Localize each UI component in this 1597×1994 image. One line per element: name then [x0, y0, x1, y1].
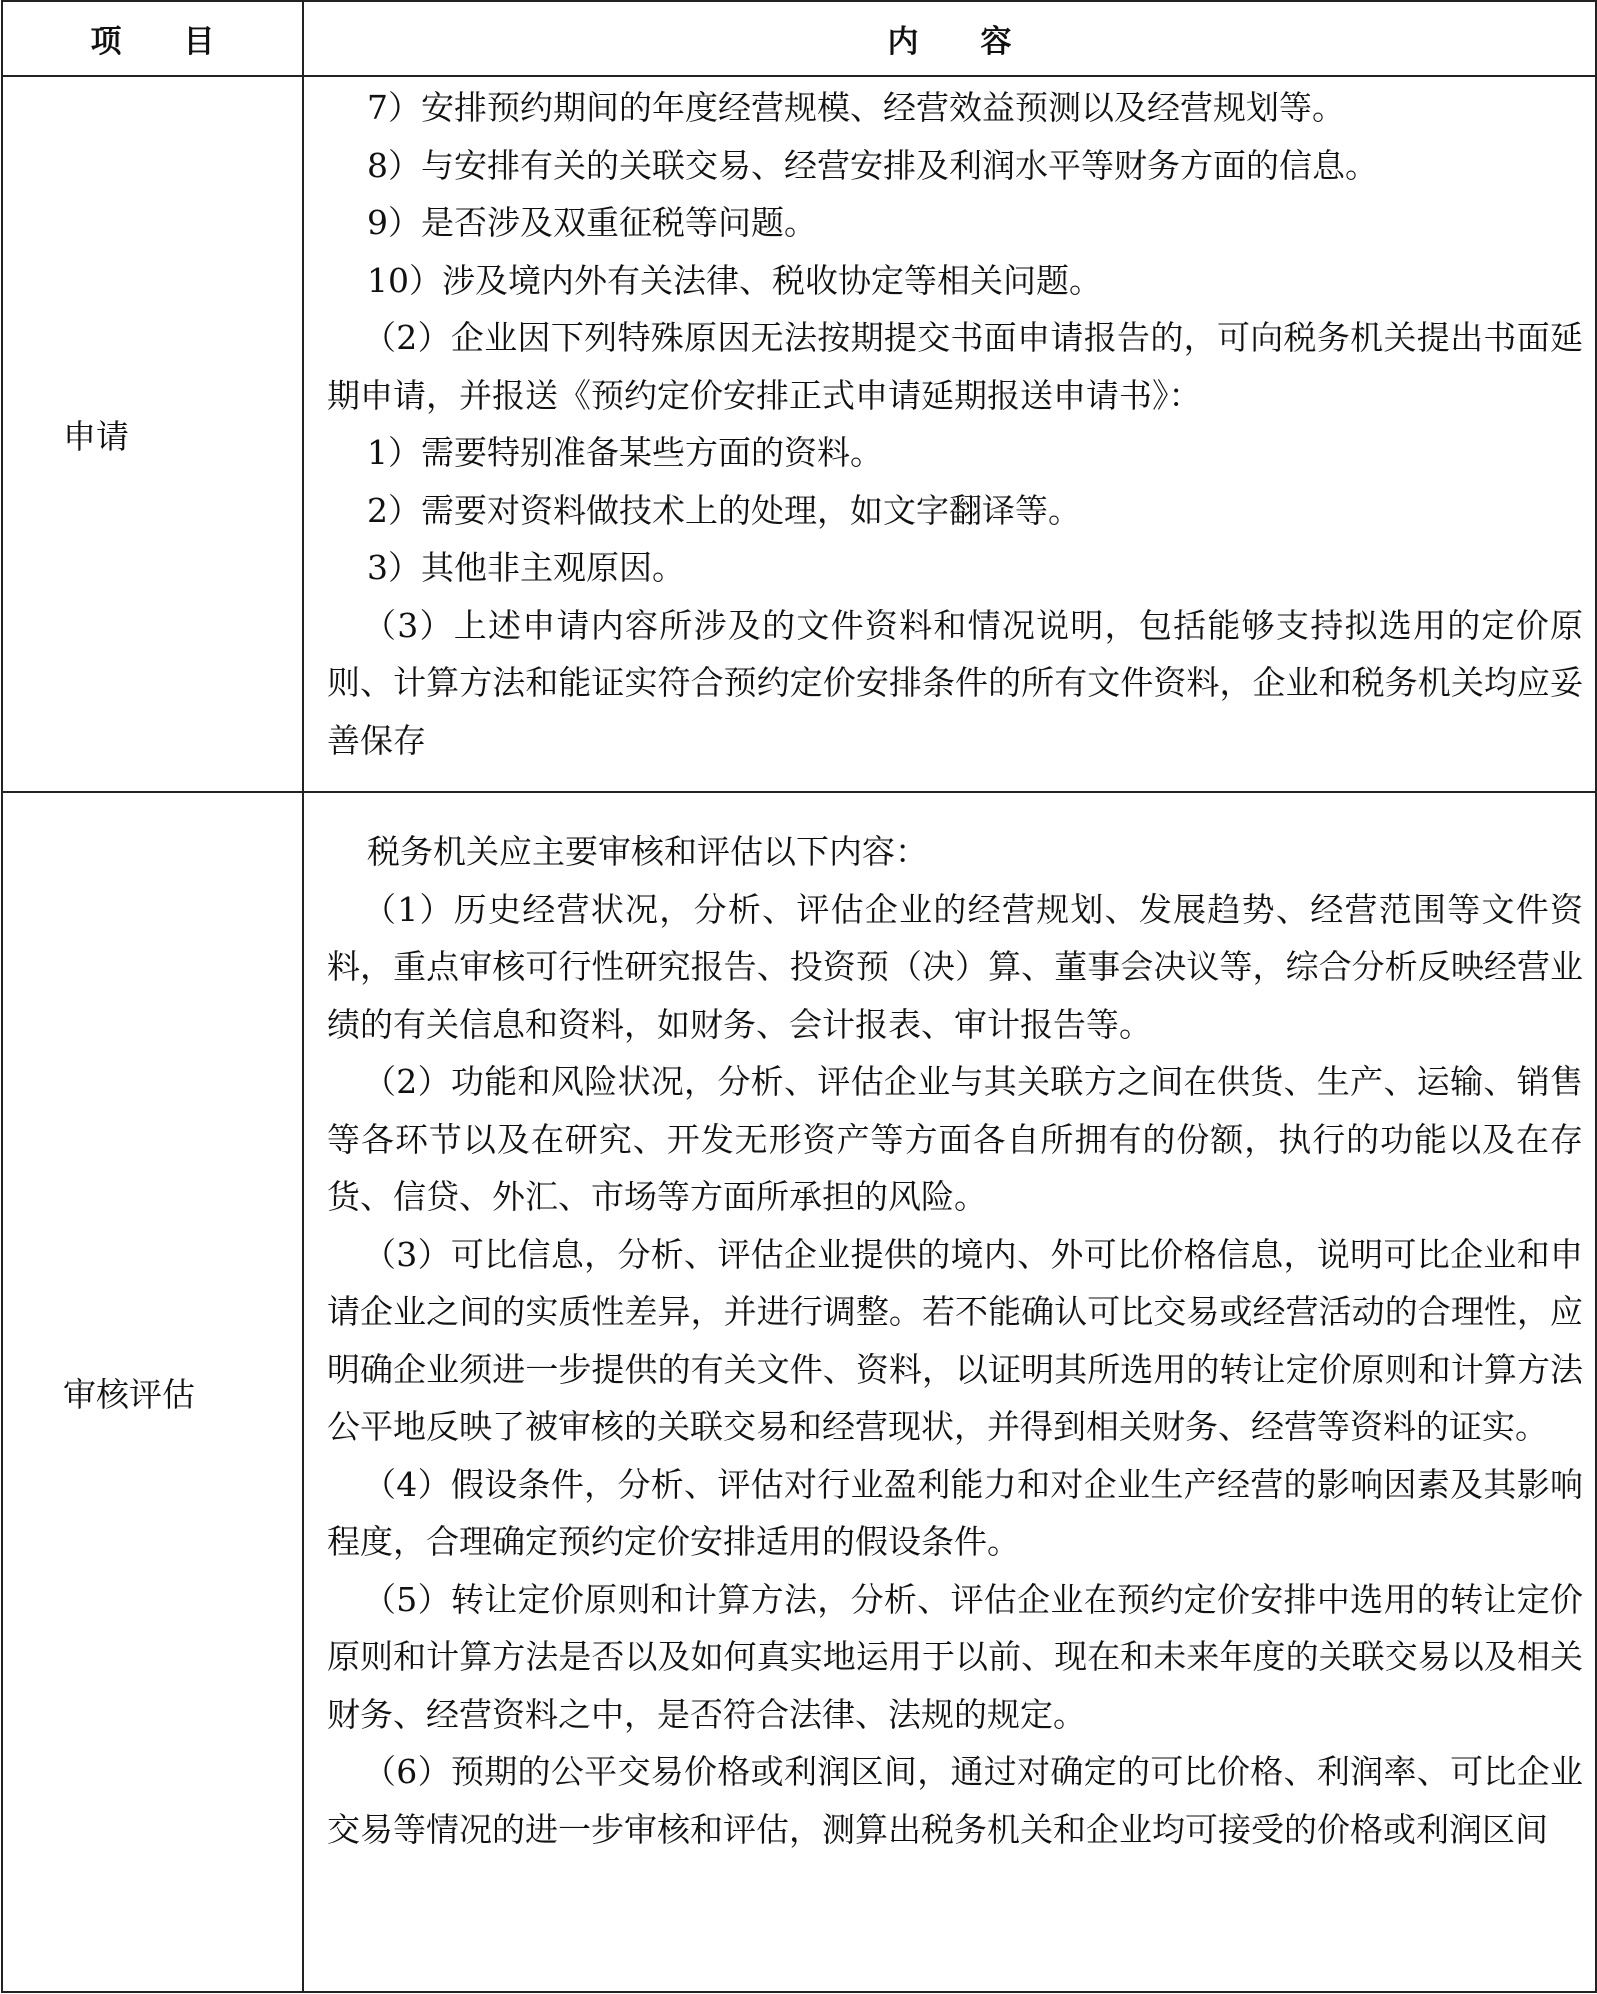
row-content-review	[303, 792, 1596, 1992]
paragraph: （3）可比信息，分析、评估企业提供的境内、外可比价格信息，说明可比企业和申请企业之间的实质性差异，并进行调整。若不能确认可比交易或经营活动的合理性，应明确企业须进一步提供的有关文件、资料，以证明其所选用的转让定价原则和计算方法公平地反映了被审核的关联交易和经营现状，并得到相关财务、经营等资料的证实。	[327, 1234, 1583, 1446]
row-label-application: 申请	[2, 76, 303, 792]
row-content-application	[303, 76, 1596, 792]
paragraph: （2）企业因下列特殊原因无法按期提交书面申请报告的，可向税务机关提出书面延期申请，并报送《预约定价安排正式申请延期报送申请书》：	[327, 318, 1583, 415]
header-item: 项 目	[2, 1, 303, 76]
paragraph: （4）假设条件，分析、评估对行业盈利能力和对企业生产经营的影响因素及其影响程度，合理确定预约定价安排适用的假设条件。	[327, 1464, 1583, 1561]
document-table	[1, 0, 1597, 1993]
paragraph: （5）转让定价原则和计算方法，分析、评估企业在预约定价安排中选用的转让定价原则和计算方法是否以及如何真实地运用于以前、现在和未来年度的关联交易以及相关财务、经营资料之中，是否符合法律、法规的规定。	[327, 1579, 1583, 1734]
paragraph: 2）需要对资料做技术上的处理，如文字翻译等。	[367, 490, 1081, 530]
table-header-row	[2, 1, 1596, 76]
paragraph: （3）上述申请内容所涉及的文件资料和情况说明，包括能够支持拟选用的定价原则、计算方法和能证实符合预约定价安排条件的所有文件资料，企业和税务机关均应妥善保存	[327, 605, 1583, 760]
row-label-review: 审核评估	[2, 792, 303, 1992]
paragraph: （2）功能和风险状况，分析、评估企业与其关联方之间在供货、生产、运输、销售等各环节以及在研究、开发无形资产等方面各自所拥有的份额，执行的功能以及在存货、信贷、外汇、市场等方面所承担的风险。	[327, 1062, 1583, 1216]
paragraph: 7）安排预约期间的年度经营规模、经营效益预测以及经营规划等。	[367, 88, 1345, 127]
paragraph: 8）与安排有关的关联交易、经营安排及利润水平等财务方面的信息。	[367, 145, 1378, 185]
paragraph: 税务机关应主要审核和评估以下内容：	[367, 832, 928, 871]
paragraph: 10）涉及境内外有关法律、税收协定等相关问题。	[367, 260, 1102, 300]
paragraph: 3）其他非主观原因。	[367, 548, 685, 587]
paragraph: 9）是否涉及双重征税等问题。	[367, 203, 817, 242]
header-content: 内 容	[303, 1, 1596, 76]
paragraph: 1）需要特别准备某些方面的资料。	[367, 433, 883, 472]
paragraph: （6）预期的公平交易价格或利润区间，通过对确定的可比价格、利润率、可比企业交易等情况的进一步审核和评估，测算出税务机关和企业均可接受的价格或利润区间	[327, 1752, 1583, 1849]
table-row-review	[2, 792, 1596, 1992]
table-row-application	[2, 76, 1596, 792]
paragraph: （1）历史经营状况，分析、评估企业的经营规划、发展趋势、经营范围等文件资料，重点审核可行性研究报告、投资预（决）算、董事会决议等，综合分析反映经营业绩的有关信息和资料，如财务、会计报表、审计报告等。	[327, 889, 1583, 1044]
